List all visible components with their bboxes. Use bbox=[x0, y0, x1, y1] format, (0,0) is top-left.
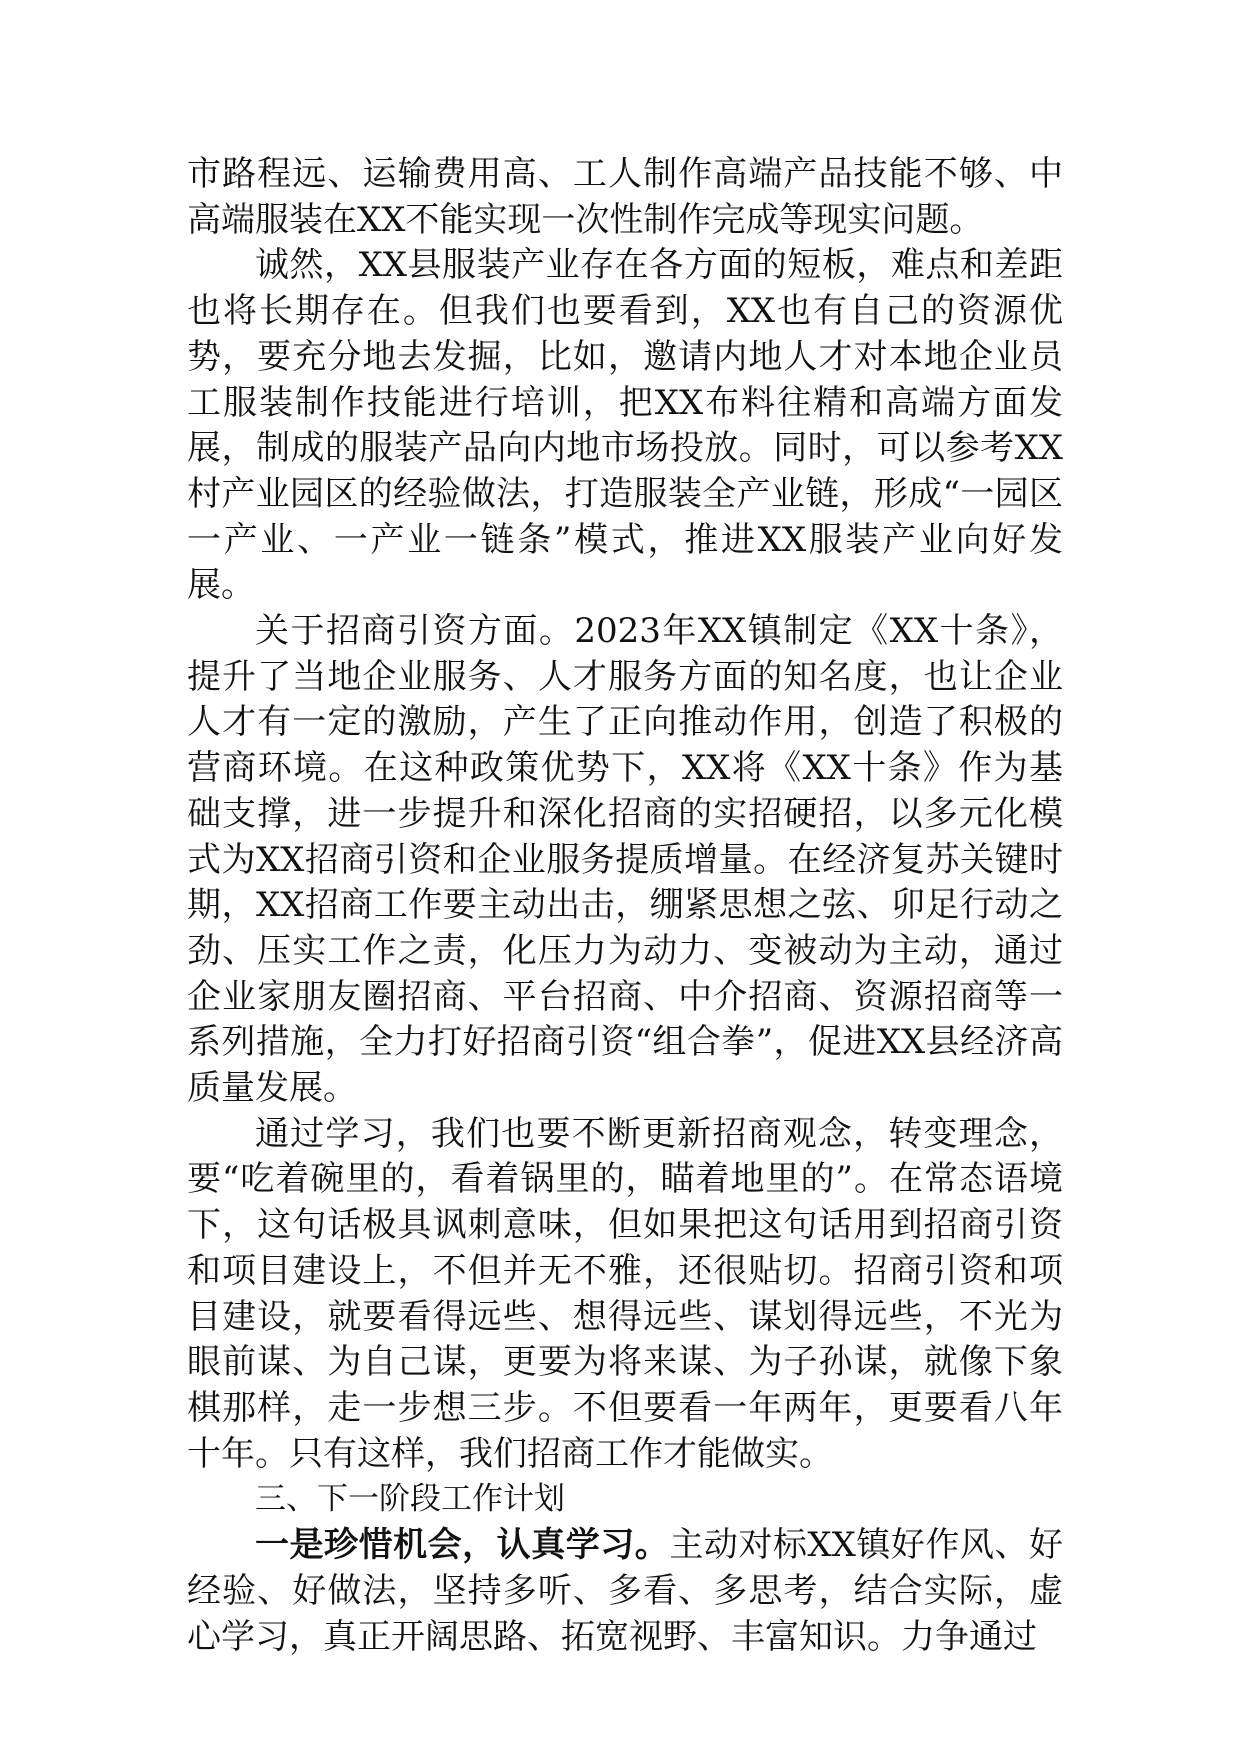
document-body bbox=[187, 152, 1063, 1660]
paragraph-learning-reflection: 通过学习，我们也要不断更新招商观念，转变理念，要“吃着碗里的，看着锅里的，瞄着地里的”。在常态语境下，这句话极具讽刺意味，但如果把这句话用到招商引资和项目建设上，不但并无不雅，还很贴切。招商引资和项目建设，就要看得远些、想得远些、谋划得远些，不光为眼前谋、为自己谋，更要为将来谋、为子孙谋，就像下象棋那样，走一步想三步。不但要看一年两年，更要看八年十年。只有这样，我们招商工作才能做实。 bbox=[187, 1113, 1063, 1474]
paragraph-garment-industry: 诚然，XX县服装产业存在各方面的短板，难点和差距也将长期存在。但我们也要看到，XX也有自己的资源优势，要充分地去发掘，比如，邀请内地人才对本地企业员工服装制作技能进行培训，把XX布料往精和高端方面发展，制成的服装产品向内地市场投放。同时，可以参考XX村产业园区的经验做法，打造服装全产业链，形成“一园区一产业、一产业一链条”模式，推进XX服装产业向好发展。 bbox=[187, 245, 1063, 606]
paragraph-point-one bbox=[187, 1523, 1063, 1660]
point-one-text: 主动对标XX镇好作风、好经验、好做法，坚持多听、多看、多思考，结合实际，虚心学习，真正开阔思路、拓宽视野、丰富知识。力争通过 bbox=[187, 1525, 1064, 1657]
point-one-lead: 一是珍惜机会，认真学习。 bbox=[255, 1525, 670, 1566]
section-heading: 三、下一阶段工作计划 bbox=[255, 1481, 565, 1518]
paragraph-investment-attraction: 关于招商引资方面。2023年XX镇制定《XX十条》，提升了当地企业服务、人才服务方面的知名度，也让企业人才有一定的激励，产生了正向推动作用，创造了积极的营商环境。在这种政策优势下，XX将《XX十条》作为基础支撑，进一步提升和深化招商的实招硬招，以多元化模式为XX招商引资和企业服务提质增量。在经济复苏关键时期，XX招商工作要主动出击，绷紧思想之弦、卯足行动之劲、压实工作之责，化压力为动力、变被动为主动，通过企业家朋友圈招商、平台招商、中介招商、资源招商等一系列措施，全力打好招商引资“组合拳”，促进XX县经济高质量发展。 bbox=[187, 611, 1063, 1109]
paragraph-continuation: 市路程远、运输费用高、工人制作高端产品技能不够、中高端服装在XX不能实现一次性制作完成等现实问题。 bbox=[187, 154, 1063, 240]
